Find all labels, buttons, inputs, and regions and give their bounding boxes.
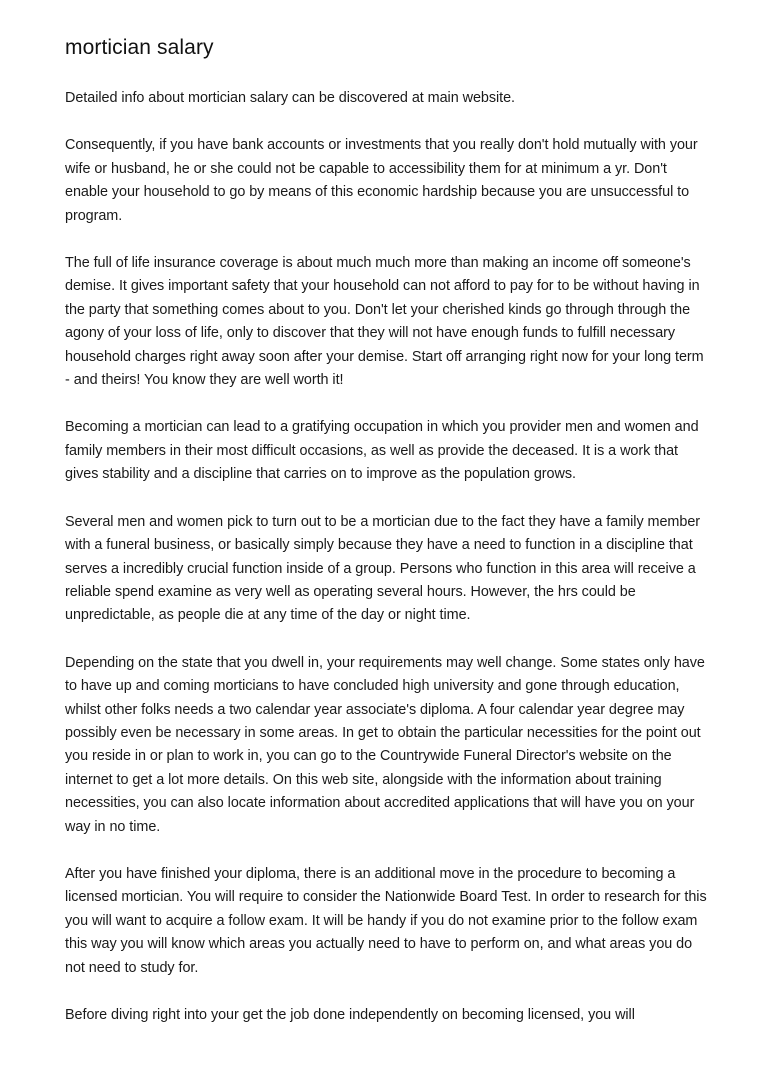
body-paragraph-licensing: Before diving right into your get the job done independently on becoming licensed, you will <box>65 1007 635 1023</box>
page-title: mortician salary <box>65 36 214 59</box>
body-paragraph-state-requirements: Depending on the state that you dwell in, your requirements may well change. Some states only have to have up and coming morticians to have concluded high university and gone through education, whilst other folks needs a two calendar year associate's diploma. A four calendar year degree may possibly even be necessary in some areas. In get to obtain the particular necessities for the point out you reside in or plan to work in, you can go to the Countrywide Funeral Director's website on the internet to get a lot more details. On this web site, alongside with the information about training necessities, you can also locate information about accredited applications that will have you on your way in no time. <box>65 654 705 835</box>
body-paragraph-becoming-mortician: Becoming a mortician can lead to a gratifying occupation in which you provider men and women and family members in their most difficult occasions, as well as provide the deceased. It is a work that gives stability and a discipline that carries on to improve as the population grows. <box>65 419 699 483</box>
body-paragraph-bank-accounts: Consequently, if you have bank accounts or investments that you really don't hold mutually with your wife or husband, he or she could not be capable to accessibility them for at minimum a yr. Don't enable your household to go by means of this economic hardship because you are unsuccessful to program. <box>65 137 698 224</box>
body-paragraph-board-test: After you have finished your diploma, there is an additional move in the procedure to becoming a licensed mortician. You will require to consider the Nationwide Board Test. In order to research for this you will want to acquire a follow exam. It will be handy if you do not examine prior to the follow exam this way you will know which areas you actually need to have to perform on, and what areas you do not need to study for. <box>65 865 707 976</box>
intro-paragraph: Detailed info about mortician salary can be discovered at main website. <box>65 90 515 106</box>
body-paragraph-life-insurance: The full of life insurance coverage is about much much more than making an income off someone's demise. It gives important safety that your household can not afford to pay for to be without having in the party that something comes about to you. Don't let your cherished kinds go through through the agony of your loss of life, only to discover that they will not have enough funds to fulfill necessary household charges right away soon after your demise. Start off arranging right now for your long term - and theirs! You know they are well worth it! <box>65 255 704 389</box>
body-paragraph-funeral-business: Several men and women pick to turn out to be a mortician due to the fact they have a family member with a funeral business, or basically simply because they have a need to function in a discipline that serves a incredibly crucial function inside of a group. Persons who function in this area will receive a reliable spend examine as very well as operating several hours. However, the hrs could be unpredictable, as people die at any time of the day or night time. <box>65 513 701 624</box>
